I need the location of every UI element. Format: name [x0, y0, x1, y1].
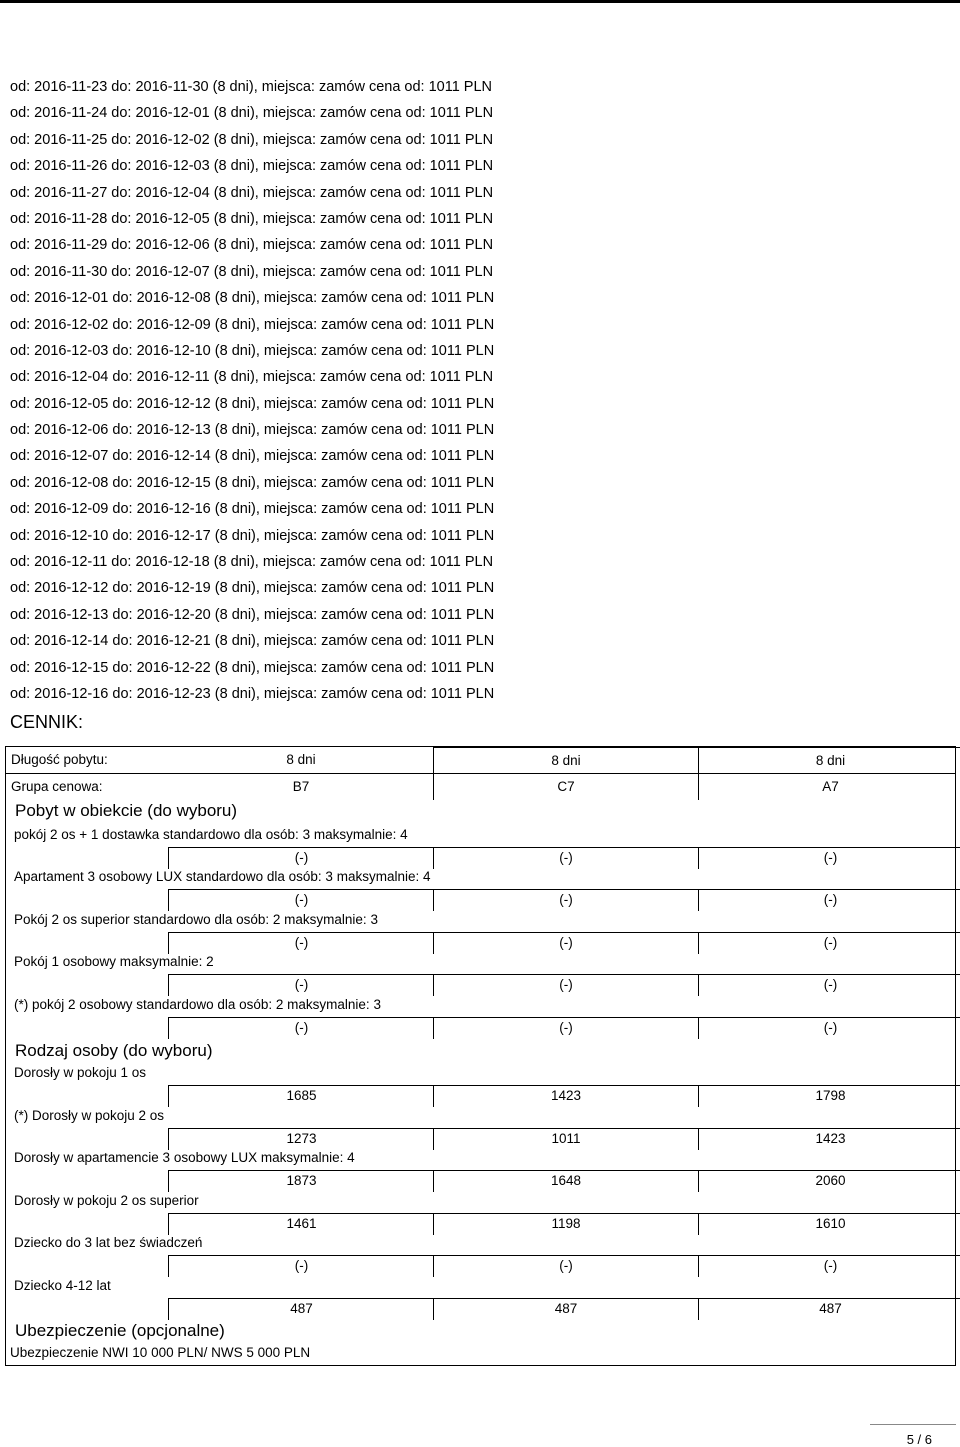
- person-type: Dorosły w apartamencie 3 osobowy LUX maksymalnie: 4: [14, 1150, 355, 1165]
- date-line: od: 2016-12-08 do: 2016-12-15 (8 dni), miejsca: zamów cena od: 1011 PLN: [10, 474, 495, 491]
- room-name: pokój 2 os + 1 dostawka standardowo dla osób: 3 maksymalnie: 4: [14, 827, 408, 842]
- room-price-cell: (-): [433, 1017, 698, 1039]
- date-line: od: 2016-11-30 do: 2016-12-07 (8 dni), miejsca: zamów cena od: 1011 PLN: [10, 263, 494, 280]
- date-line: od: 2016-12-14 do: 2016-12-21 (8 dni), miejsca: zamów cena od: 1011 PLN: [10, 633, 495, 650]
- stay-length-cell: 8 dni: [698, 747, 960, 773]
- person-price-row: [6, 1128, 955, 1150]
- person-price-cell: 487: [698, 1298, 960, 1320]
- room-price-row: [6, 847, 955, 869]
- stay-length-label: Długość pobytu:: [11, 752, 108, 767]
- room-price-row: [6, 932, 955, 954]
- room-price-row: [6, 889, 955, 911]
- person-price-cell: 1198: [433, 1213, 698, 1235]
- date-line: od: 2016-12-13 do: 2016-12-20 (8 dni), miejsca: zamów cena od: 1011 PLN: [10, 606, 495, 623]
- date-line: od: 2016-12-01 do: 2016-12-08 (8 dni), miejsca: zamów cena od: 1011 PLN: [10, 290, 495, 307]
- person-price-cell: (-): [698, 1255, 960, 1277]
- price-group-row: [6, 773, 955, 800]
- date-line: od: 2016-12-11 do: 2016-12-18 (8 dni), miejsca: zamów cena od: 1011 PLN: [10, 554, 494, 571]
- person-price-cell: 487: [168, 1298, 434, 1320]
- room-price-cell: (-): [433, 847, 698, 869]
- date-line: od: 2016-12-09 do: 2016-12-16 (8 dni), miejsca: zamów cena od: 1011 PLN: [10, 501, 495, 518]
- date-line: od: 2016-12-03 do: 2016-12-10 (8 dni), miejsca: zamów cena od: 1011 PLN: [10, 342, 495, 359]
- date-line: od: 2016-11-26 do: 2016-12-03 (8 dni), miejsca: zamów cena od: 1011 PLN: [10, 158, 494, 175]
- date-line: od: 2016-11-27 do: 2016-12-04 (8 dni), miejsca: zamów cena od: 1011 PLN: [10, 184, 494, 201]
- rooms-section-title: Pobyt w obiekcie (do wyboru): [15, 801, 238, 820]
- room-price-row: [6, 1017, 955, 1039]
- person-price-cell: 1648: [433, 1170, 698, 1192]
- person-type: (*) Dorosły w pokoju 2 os: [14, 1108, 165, 1123]
- person-price-cell: 1685: [168, 1085, 434, 1107]
- date-line: od: 2016-12-06 do: 2016-12-13 (8 dni), miejsca: zamów cena od: 1011 PLN: [10, 422, 495, 439]
- cennik-heading: CENNIK:: [10, 712, 84, 732]
- person-price-cell: 1423: [698, 1128, 960, 1150]
- person-type: Dorosły w pokoju 2 os superior: [14, 1193, 199, 1208]
- date-line: od: 2016-11-29 do: 2016-12-06 (8 dni), miejsca: zamów cena od: 1011 PLN: [10, 237, 494, 254]
- date-line: od: 2016-12-10 do: 2016-12-17 (8 dni), miejsca: zamów cena od: 1011 PLN: [10, 527, 495, 544]
- person-type: Dziecko do 3 lat bez świadczeń: [14, 1235, 203, 1250]
- room-price-cell: (-): [433, 974, 698, 996]
- person-price-cell: 1273: [168, 1128, 434, 1150]
- date-line: od: 2016-12-15 do: 2016-12-22 (8 dni), miejsca: zamów cena od: 1011 PLN: [10, 659, 495, 676]
- price-group-cell: C7: [433, 774, 698, 800]
- room-price-cell: (-): [698, 932, 960, 954]
- person-price-cell: 1610: [698, 1213, 960, 1235]
- person-price-cell: 1873: [168, 1170, 434, 1192]
- date-line: od: 2016-12-12 do: 2016-12-19 (8 dni), miejsca: zamów cena od: 1011 PLN: [10, 580, 495, 597]
- date-line: od: 2016-11-23 do: 2016-11-30 (8 dni), miejsca: zamów cena od: 1011 PLN: [10, 79, 493, 95]
- room-name: Apartament 3 osobowy LUX standardowo dla osób: 3 maksymalnie: 4: [14, 869, 431, 884]
- person-type: Dziecko 4-12 lat: [14, 1278, 111, 1293]
- room-name: (*) pokój 2 osobowy standardowo dla osób: 2 maksymalnie: 3: [14, 997, 381, 1012]
- stay-length-row: [6, 747, 955, 773]
- person-price-row: [6, 1085, 955, 1107]
- price-group-cell: B7: [292, 779, 310, 794]
- person-price-cell: 1461: [168, 1213, 434, 1235]
- person-price-row: [6, 1213, 955, 1235]
- date-line: od: 2016-12-16 do: 2016-12-23 (8 dni), miejsca: zamów cena od: 1011 PLN: [10, 685, 495, 702]
- room-price-cell: (-): [698, 889, 960, 911]
- price-group-label: Grupa cenowa:: [11, 779, 103, 794]
- person-price-row: [6, 1255, 955, 1277]
- person-price-cell: 2060: [698, 1170, 960, 1192]
- date-line: od: 2016-12-04 do: 2016-12-11 (8 dni), miejsca: zamów cena od: 1011 PLN: [10, 369, 494, 386]
- room-price-cell: (-): [433, 889, 698, 911]
- date-line: od: 2016-12-07 do: 2016-12-14 (8 dni), miejsca: zamów cena od: 1011 PLN: [10, 448, 495, 465]
- date-line: od: 2016-12-02 do: 2016-12-09 (8 dni), miejsca: zamów cena od: 1011 PLN: [10, 316, 495, 333]
- person-price-cell: (-): [433, 1255, 698, 1277]
- room-price-cell: (-): [698, 974, 960, 996]
- persons-section-title: Rodzaj osoby (do wyboru): [15, 1041, 213, 1060]
- top-rule: [0, 0, 960, 3]
- room-price-cell: (-): [168, 1017, 434, 1039]
- person-type: Dorosły w pokoju 1 os: [14, 1065, 147, 1080]
- room-price-cell: (-): [168, 889, 434, 911]
- room-name: Pokój 1 osobowy maksymalnie: 2: [14, 954, 214, 969]
- person-price-cell: 1798: [698, 1085, 960, 1107]
- price-table: [5, 746, 956, 1366]
- insurance-item: Ubezpieczenie NWI 10 000 PLN/ NWS 5 000 PLN: [10, 1345, 311, 1360]
- room-name: Pokój 2 os superior standardowo dla osób: 2 maksymalnie: 3: [14, 912, 378, 927]
- person-price-row: [6, 1298, 955, 1320]
- page-number: 5 / 6: [906, 1432, 932, 1447]
- room-price-row: [6, 974, 955, 996]
- room-price-cell: (-): [698, 1017, 960, 1039]
- date-line: od: 2016-11-25 do: 2016-12-02 (8 dni), miejsca: zamów cena od: 1011 PLN: [10, 131, 494, 148]
- person-price-cell: 1423: [433, 1085, 698, 1107]
- person-price-cell: 487: [433, 1298, 698, 1320]
- room-price-cell: (-): [433, 932, 698, 954]
- room-price-cell: (-): [168, 932, 434, 954]
- dates-list: [10, 77, 494, 710]
- footer-rule: [870, 1424, 956, 1425]
- person-price-row: [6, 1170, 955, 1192]
- person-price-cell: (-): [168, 1255, 434, 1277]
- room-price-cell: (-): [168, 847, 434, 869]
- room-price-cell: (-): [168, 974, 434, 996]
- price-group-cell: A7: [698, 774, 960, 800]
- date-line: od: 2016-11-28 do: 2016-12-05 (8 dni), miejsca: zamów cena od: 1011 PLN: [10, 210, 494, 227]
- date-line: od: 2016-11-24 do: 2016-12-01 (8 dni), miejsca: zamów cena od: 1011 PLN: [10, 105, 494, 122]
- room-price-cell: (-): [698, 847, 960, 869]
- date-line: od: 2016-12-05 do: 2016-12-12 (8 dni), miejsca: zamów cena od: 1011 PLN: [10, 395, 495, 412]
- stay-length-cell: 8 dni: [286, 752, 316, 767]
- person-price-cell: 1011: [433, 1128, 698, 1150]
- stay-length-cell: 8 dni: [433, 747, 698, 773]
- insurance-section-title: Ubezpieczenie (opcjonalne): [15, 1321, 225, 1340]
